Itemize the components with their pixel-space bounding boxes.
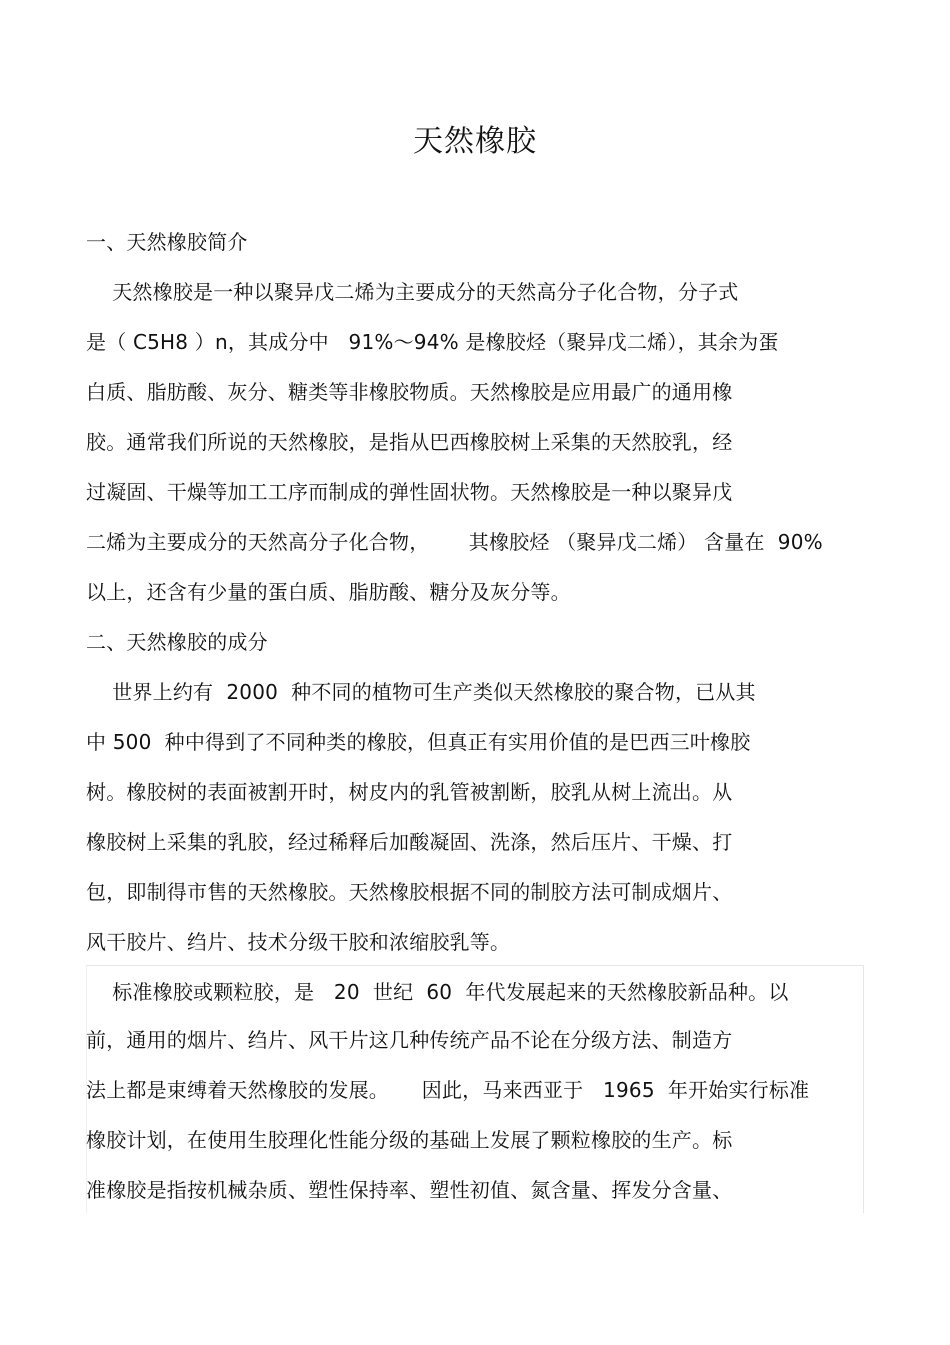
paragraph-line: 包，即制得市售的天然橡胶。天然橡胶根据不同的制胶方法可制成烟片、: [86, 880, 733, 904]
paragraph-line: 风干胶片、绉片、技术分级干胶和浓缩胶乳等。: [86, 930, 511, 954]
paragraph-line: 标准橡胶或颗粒胶，是 20 世纪 60 年代发展起来的天然橡胶新品种。以: [86, 980, 789, 1004]
paragraph-line: 二烯为主要成分的天然高分子化合物， 其橡胶烃 （聚异戊二烯） 含量在 90%: [86, 530, 823, 554]
paragraph-line: 胶。通常我们所说的天然橡胶，是指从巴西橡胶树上采集的天然胶乳，经: [86, 430, 733, 454]
paragraph-line: 世界上约有 2000 种不同的植物可生产类似天然橡胶的聚合物，已从其: [86, 680, 756, 704]
paragraph-line: 中 500 种中得到了不同种类的橡胶，但真正有实用价值的是巴西三叶橡胶: [86, 730, 751, 754]
paragraph-line: 白质、脂肪酸、灰分、糖类等非橡胶物质。天然橡胶是应用最广的通用橡: [86, 380, 733, 404]
paragraph-line: 树。橡胶树的表面被割开时，树皮内的乳管被割断，胶乳从树上流出。从: [86, 780, 733, 804]
section-heading-composition: 二、天然橡胶的成分: [86, 630, 268, 654]
paragraph-line: 以上，还含有少量的蛋白质、脂肪酸、糖分及灰分等。: [86, 580, 571, 604]
paragraph-line: 过凝固、干燥等加工工序而制成的弹性固状物。天然橡胶是一种以聚异戊: [86, 480, 733, 504]
section-heading-intro: 一、天然橡胶简介: [86, 230, 248, 254]
paragraph-line: 是（ C5H8 ）n，其成分中 91%～94% 是橡胶烃（聚异戊二烯），其余为蛋: [86, 330, 779, 354]
paragraph-line: 橡胶计划，在使用生胶理化性能分级的基础上发展了颗粒橡胶的生产。标: [86, 1128, 733, 1152]
paragraph-line: 前，通用的烟片、绉片、风干片这几种传统产品不论在分级方法、制造方: [86, 1028, 733, 1052]
paragraph-line: 法上都是束缚着天然橡胶的发展。 因此，马来西亚于 1965 年开始实行标准: [86, 1078, 810, 1102]
document-title: 天然橡胶: [413, 124, 537, 159]
paragraph-line: 橡胶树上采集的乳胶，经过稀释后加酸凝固、洗涤，然后压片、干燥、打: [86, 830, 733, 854]
paragraph-line: 准橡胶是指按机械杂质、塑性保持率、塑性初值、氮含量、挥发分含量、: [86, 1178, 733, 1202]
paragraph-line: 天然橡胶是一种以聚异戊二烯为主要成分的天然高分子化合物，分子式: [86, 280, 739, 304]
